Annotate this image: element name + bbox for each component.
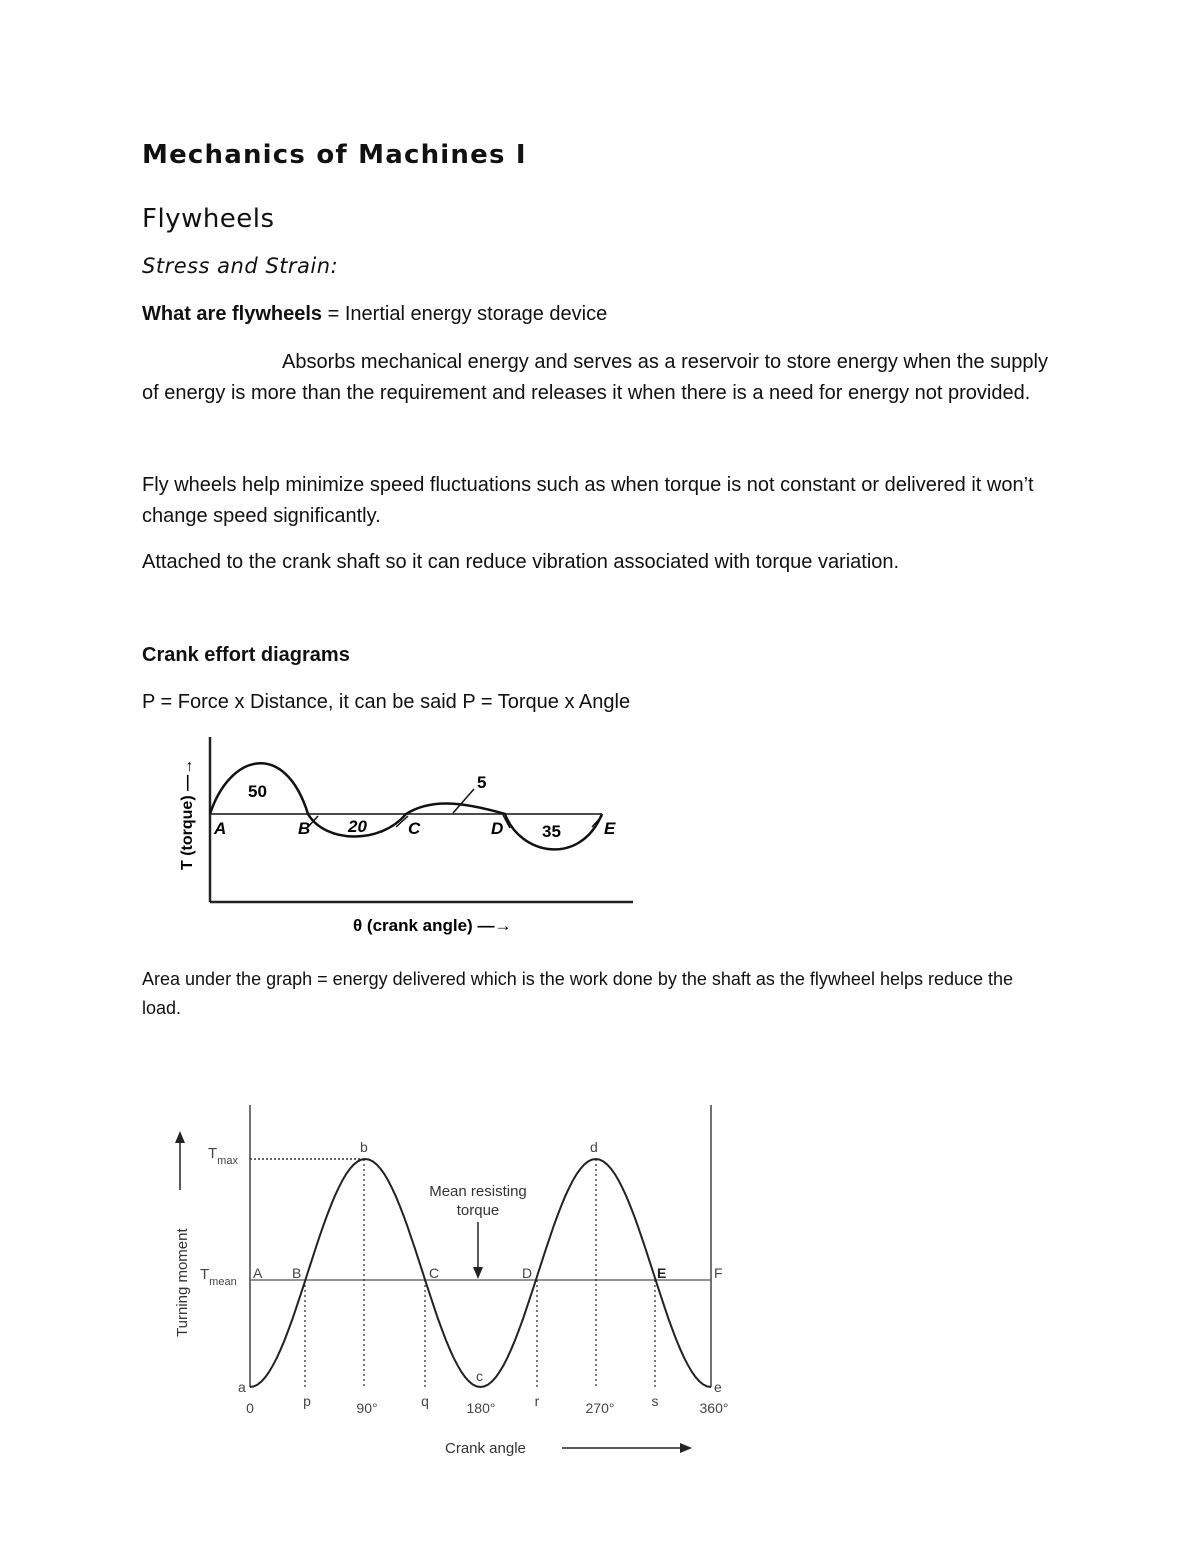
point-label: C <box>408 819 421 838</box>
x-axis-label: Crank angle <box>445 1440 526 1457</box>
y-axis-label: Turning moment <box>174 1228 191 1337</box>
crank-effort-heading: Crank effort diagrams <box>142 644 350 666</box>
curve-point-label: c <box>476 1368 483 1384</box>
x-tick-label: r <box>534 1393 540 1409</box>
paragraph-flywheels-help: Fly wheels help minimize speed fluctuations such as when torque is not constant or delivered it won’t change speed significantly. <box>142 474 1034 527</box>
curve-point-label: a <box>238 1379 246 1395</box>
crank-effort-chart <box>160 725 660 945</box>
x-tick-label: 180° <box>466 1400 496 1416</box>
x-tick-label: 0 <box>246 1400 254 1416</box>
point-label: D <box>491 819 504 838</box>
area-label: 5 <box>477 773 487 792</box>
x-arrowhead <box>680 1443 692 1453</box>
power-formula: P = Force x Distance, it can be said P = Torque x Angle <box>142 691 631 713</box>
mean-point-label: D <box>522 1265 533 1281</box>
curve-point-label: b <box>360 1139 368 1155</box>
point-label: A <box>214 819 227 838</box>
curve-point-label: e <box>714 1379 722 1395</box>
mean-point-label: B <box>292 1265 302 1281</box>
point-label: E <box>604 819 616 838</box>
area-label: 20 <box>348 817 367 836</box>
y-axis-label: T (torque) —→ <box>179 758 196 870</box>
document-title: Mechanics of Machines I <box>142 140 527 170</box>
tmean-label: $T_{mean}$ <box>200 1266 237 1288</box>
x-tick-label: q <box>421 1393 429 1409</box>
turning-moment-chart <box>160 1095 760 1475</box>
x-tick-label: 360° <box>699 1400 729 1416</box>
area-label: 35 <box>542 822 561 841</box>
x-tick-label: 90° <box>356 1400 378 1416</box>
paragraph-absorbs: Absorbs mechanical energy and serves as a reservoir to store energy when the supply of energy is more than the requirement and releases it when there is a need for energy not provided. <box>142 351 1048 404</box>
definition-term: What are flywheels <box>142 303 323 325</box>
point-label: B <box>298 819 311 838</box>
x-tick-label: s <box>651 1393 659 1409</box>
mean-point-label: A <box>253 1265 263 1281</box>
definition-line <box>142 299 1082 330</box>
annotation-line1: Mean resisting <box>429 1183 527 1200</box>
area-note: Area under the graph = energy delivered which is the work done by the shaft as the flywheel helps reduce the load. <box>142 969 1014 1018</box>
x-tick-label: 270° <box>585 1400 615 1416</box>
y-arrowhead <box>175 1131 185 1143</box>
annotation-line2: torque <box>456 1202 500 1219</box>
tmax-label: $T_{max}$ <box>208 1145 238 1167</box>
paragraph-attached: Attached to the crank shaft so it can reduce vibration associated with torque variation. <box>142 551 900 573</box>
section-heading: Stress and Strain: <box>142 254 339 278</box>
mean-point-label: F <box>714 1265 723 1281</box>
mean-point-label: C <box>429 1265 440 1281</box>
definition-rest: = Inertial energy storage device <box>322 303 608 325</box>
document-subtitle: Flywheels <box>142 204 275 234</box>
mean-point-label: E <box>657 1265 667 1281</box>
area-label: 50 <box>248 782 267 801</box>
mean-resisting-arrowhead <box>473 1267 483 1279</box>
x-axis-label: θ (crank angle) —→ <box>353 916 512 935</box>
curve-point-label: d <box>590 1139 598 1155</box>
area-5-pointer <box>453 789 474 813</box>
x-tick-label: p <box>303 1393 311 1409</box>
